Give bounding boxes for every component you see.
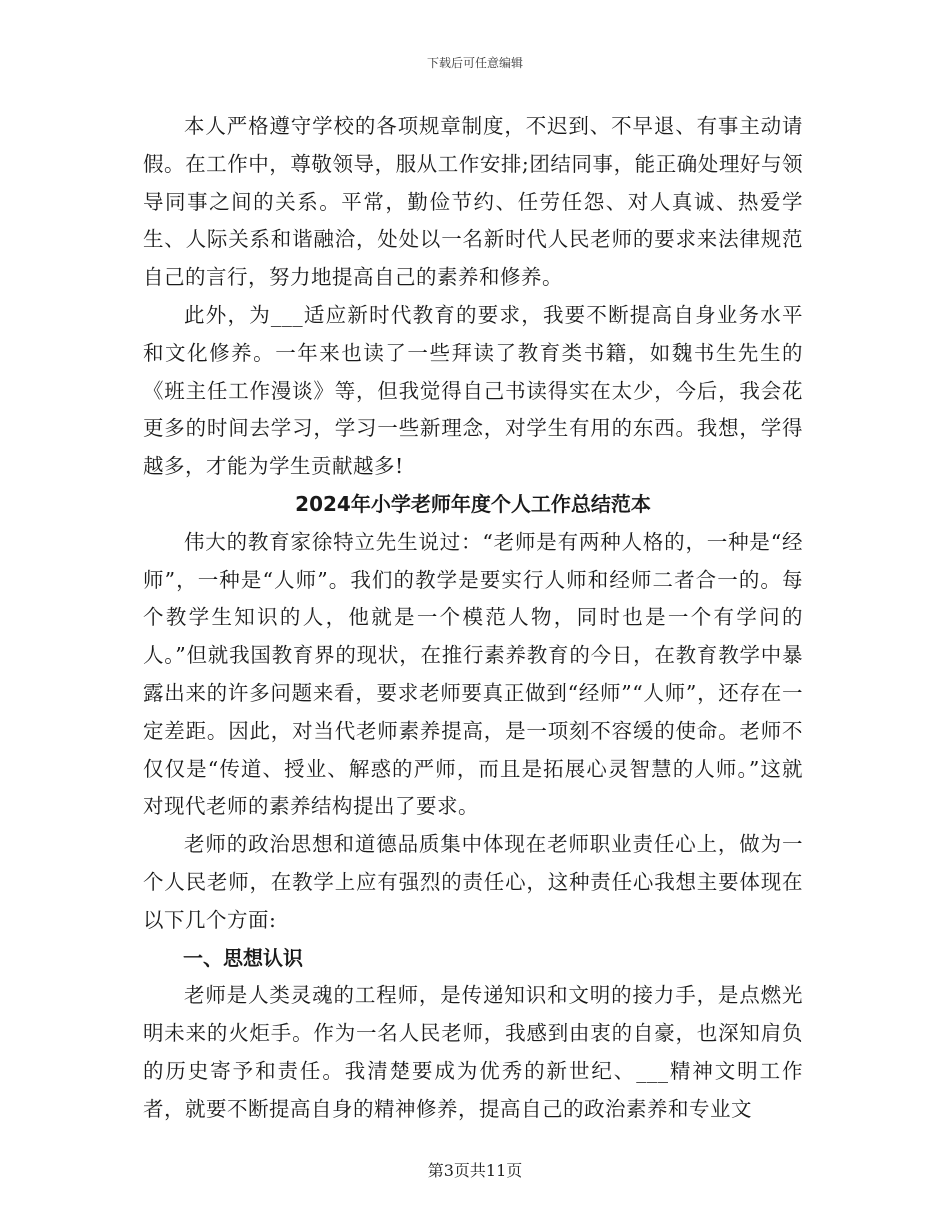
document-body xyxy=(143,108,803,1129)
paragraph-quote: 伟大的教育家徐特立先生说过：“老师是有两种人格的，一种是“经师”，一种是“人师”。我们的教学是要实行人师和经师二者合一的。每个教学生知识的人，他就是一个模范人物，同时也是一个有学问的人。”但就我国教育界的现状，在推行素养教育的今日，在教育教学中暴露出来的许多问题来看，要求老师要真正做到“经师”“人师”，还存在一定差距。因此，对当代老师素养提高，是一项刻不容缓的使命。老师不仅仅是“传道、授业、解惑的严师，而且是拓展心灵智慧的人师。”这就对现代老师的素养结构提出了要求。 xyxy=(143,529,803,819)
page-footer: 第3页共11页 xyxy=(427,1161,523,1180)
subheading-thought: 一、思想认识 xyxy=(183,945,303,970)
paragraph-discipline: 本人严格遵守学校的各项规章制度，不迟到、不早退、有事主动请假。在工作中，尊敬领导，服从工作安排;团结同事，能正确处理好与领导同事之间的关系。平常，勤俭节约、任劳任怨、对人真诚、热爱学生、人际关系和谐融洽，处处以一名新时代人民老师的要求来法律规范自己的言行，努力地提高自己的素养和修养。 xyxy=(143,114,803,290)
paragraph-study: 此外，为___适应新时代教育的要求，我要不断提高自身业务水平和文化修养。一年来也读了一些拜读了教育类书籍，如魏书生先生的《班主任工作漫谈》等，但我觉得自己书读得实在太少，今后，我会花更多的时间去学习，学习一些新理念，对学生有用的东西。我想，学得越多，才能为学生贡献越多! xyxy=(143,302,803,479)
section-title: 2024年小学老师年度个人工作总结范本 xyxy=(295,491,651,516)
paragraph-responsibility: 老师的政治思想和道德品质集中体现在老师职业责任心上，做为一个人民老师，在教学上应有强烈的责任心，这种责任心我想主要体现在以下几个方面: xyxy=(143,832,803,932)
page-header: 下载后可任意编辑 xyxy=(426,56,523,70)
paragraph-engineer: 老师是人类灵魂的工程师，是传递知识和文明的接力手，是点燃光明未来的火炬手。作为一名人民老师，我感到由衷的自豪，也深知肩负的历史寄予和责任。我清楚要成为优秀的新世纪、___精神文明工作者，就要不断提高自身的精神修养，提高自己的政治素养和专业文 xyxy=(143,983,803,1121)
